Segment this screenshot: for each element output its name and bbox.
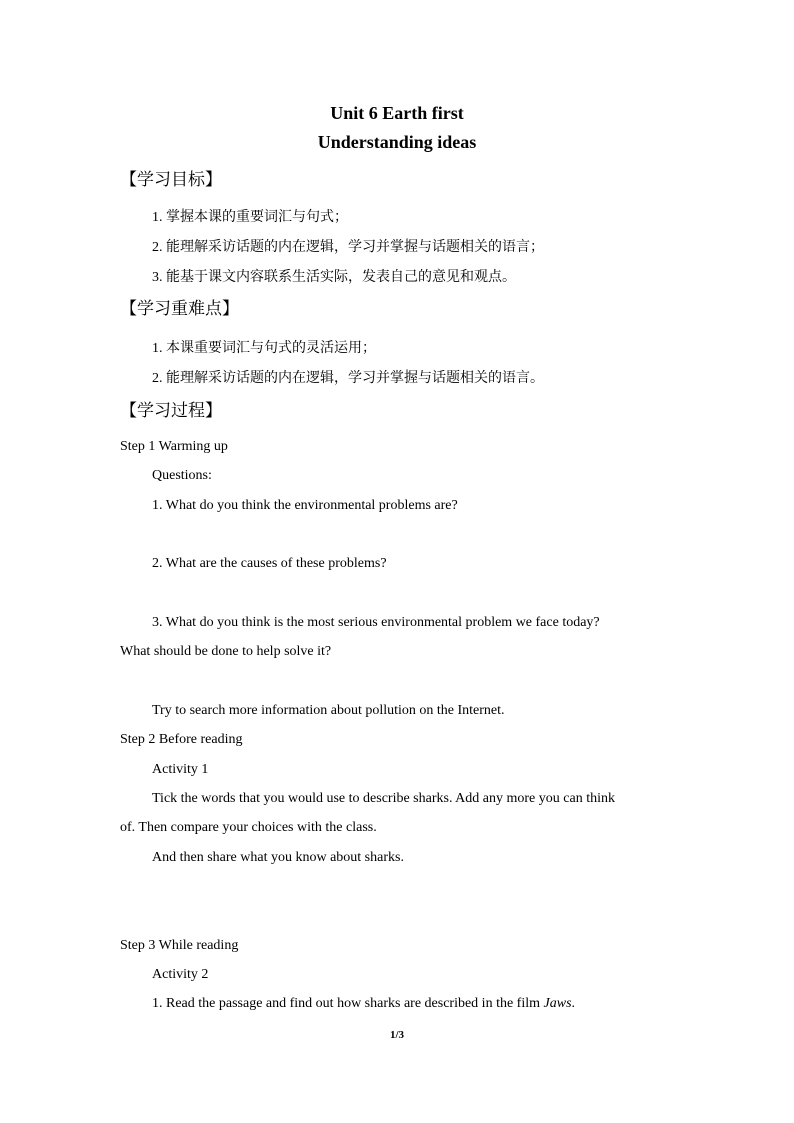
search-tip: Try to search more information about pollution on the Internet. [152,703,505,718]
objective-item: 2. 能理解采访话题的内在逻辑，学习并掌握与话题相关的语言； [152,240,544,255]
task-suffix: . [571,996,576,1011]
key-point-item: 2. 能理解采访话题的内在逻辑，学习并掌握与话题相关的语言。 [152,371,544,386]
page-subtitle: Understanding ideas [317,132,477,152]
questions-label: Questions: [152,468,212,483]
section-heading-process: 【学习过程】 [120,401,222,421]
activity-1-text-line3: And then share what you know about sharks. [152,850,404,865]
page-number: 1/3 [389,1029,405,1041]
section-heading-key-points: 【学习重难点】 [120,299,239,319]
question-2: 2. What are the causes of these problems? [152,556,387,571]
activity-1-label: Activity 1 [152,762,209,777]
question-3-line1: 3. What do you think is the most serious environmental problem we face today? [152,615,600,630]
question-3-line2: What should be done to help solve it? [120,644,332,659]
step1-heading: Step 1 Warming up [120,439,228,454]
activity-2-task [152,996,575,1012]
section-heading-objectives: 【学习目标】 [120,170,222,190]
key-point-item: 1. 本课重要词汇与句式的灵活运用； [152,341,376,356]
task-text: 1. Read the passage and find out how sharks are described in the film [152,996,541,1011]
step2-heading: Step 2 Before reading [120,732,243,747]
page-title: Unit 6 Earth first [330,103,464,123]
activity-1-text-line1: Tick the words that you would use to describe sharks. Add any more you can think [152,791,615,806]
step3-heading: Step 3 While reading [120,938,239,953]
question-1: 1. What do you think the environmental problems are? [152,498,458,513]
objective-item: 1. 掌握本课的重要词汇与句式； [152,210,348,225]
objective-item: 3. 能基于课文内容联系生活实际，发表自己的意见和观点。 [152,270,516,285]
activity-2-label: Activity 2 [152,967,209,982]
activity-1-text-line2: of. Then compare your choices with the class. [120,820,377,835]
film-title: Jaws [543,996,572,1011]
